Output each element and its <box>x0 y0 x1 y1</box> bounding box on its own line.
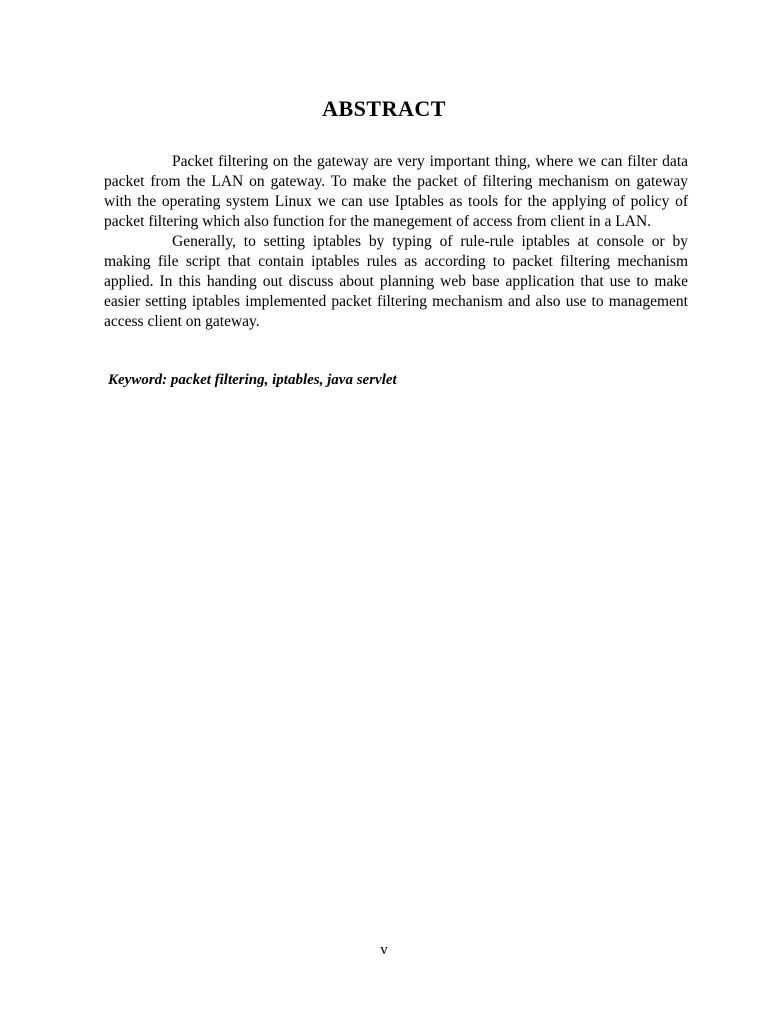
abstract-paragraph-2: Generally, to setting iptables by typing of rule-rule iptables at console or by making file script that contain iptables rules as according to packet filtering mechanism applied. In this handing out discuss about planning web base application that use to make easier setting iptables implemented packet filtering mechanism and also use to management access client on gateway. <box>104 233 688 330</box>
abstract-body <box>104 152 688 332</box>
page-number: v <box>380 942 388 958</box>
keywords-line: Keyword: packet filtering, iptables, java servlet <box>108 372 397 388</box>
abstract-title: ABSTRACT <box>322 96 446 121</box>
abstract-paragraph-1: Packet filtering on the gateway are very important thing, where we can filter data packet from the LAN on gateway. To make the packet of filtering mechanism on gateway with the operating system Linux we can use Iptables as tools for the applying of policy of packet filtering which also function for the manegement of access from client in a LAN. <box>104 153 688 230</box>
